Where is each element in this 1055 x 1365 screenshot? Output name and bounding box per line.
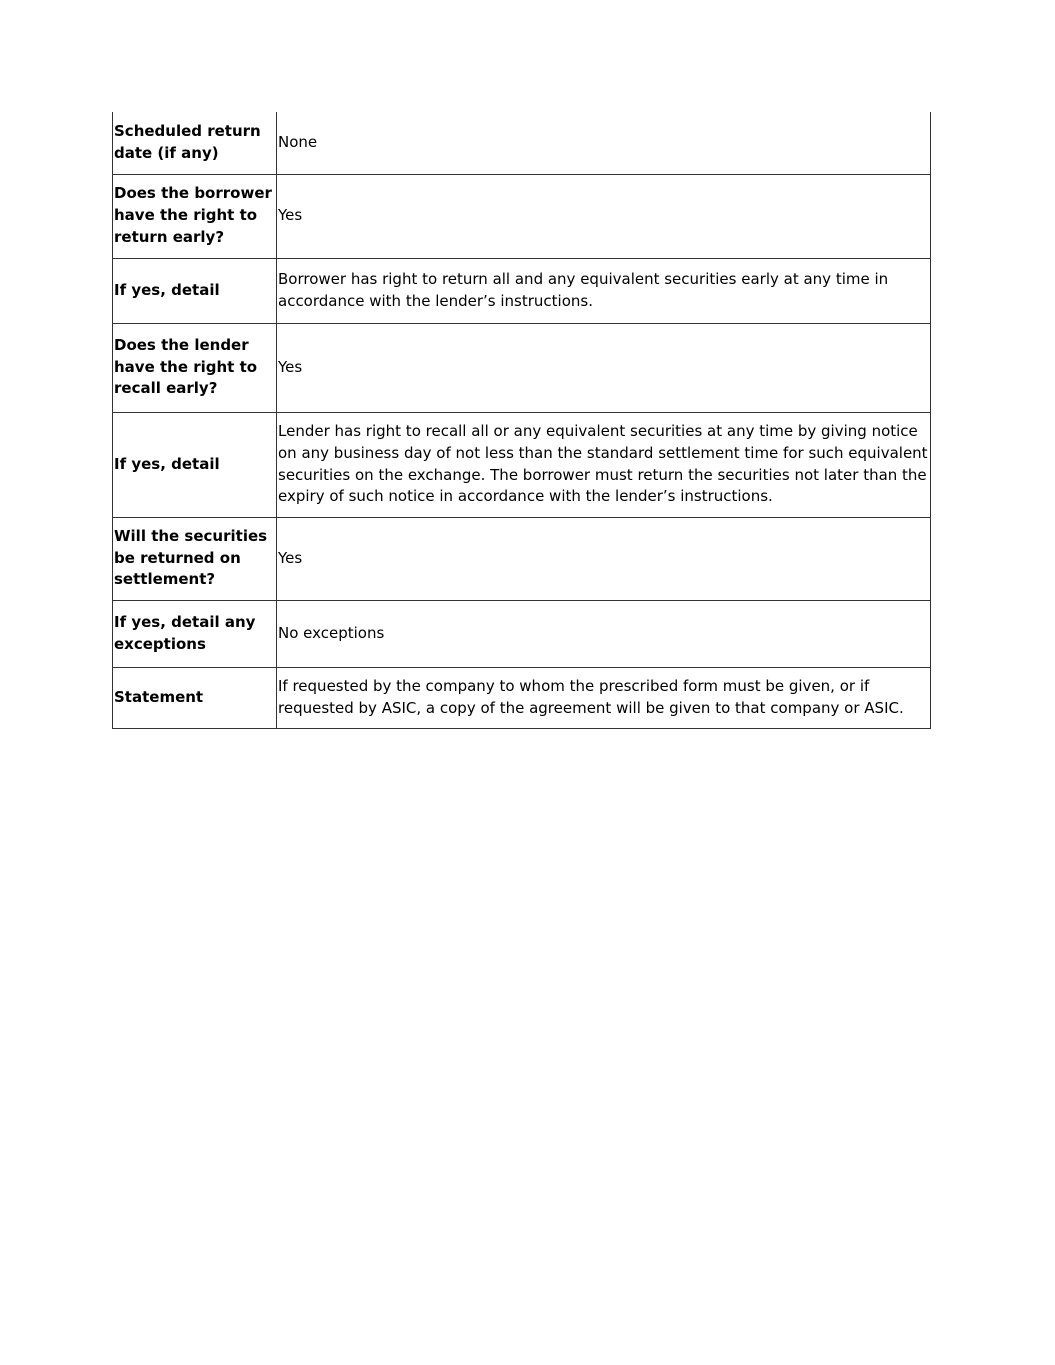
row-label: [113, 174, 277, 258]
row-label: [113, 258, 277, 323]
lender-detail-label: If yes, detail: [114, 454, 220, 473]
row-value: [277, 174, 931, 258]
agreement-details-table: [112, 112, 931, 729]
scheduled-return-date-label: Scheduled return date (if any): [114, 122, 261, 162]
row-value: [277, 600, 931, 667]
returned-on-settlement-value: Yes: [278, 548, 303, 567]
statement-label: Statement: [114, 687, 204, 706]
lender-recall-early-label: Does the lender have the right to recall early?: [114, 335, 258, 398]
borrower-detail-value: Borrower has right to return all and any equivalent securities early at any time in accordance with the lender’s instructions.: [278, 269, 889, 310]
row-label: [113, 600, 277, 667]
table-row-lender-detail: [113, 412, 931, 517]
row-label: [113, 112, 277, 174]
row-label: [113, 412, 277, 517]
row-value: [277, 517, 931, 600]
row-value: [277, 323, 931, 412]
row-label: [113, 667, 277, 728]
table-row-borrower-return-early: [113, 174, 931, 258]
borrower-return-early-value: Yes: [278, 206, 303, 225]
row-value: [277, 112, 931, 174]
row-label: [113, 323, 277, 412]
borrower-detail-label: If yes, detail: [114, 280, 220, 299]
table-row-lender-recall-early: [113, 323, 931, 412]
lender-recall-early-value: Yes: [278, 357, 303, 376]
borrower-return-early-label: Does the borrower have the right to return early?: [114, 184, 272, 246]
returned-on-settlement-label: Will the securities be returned on settlement?: [114, 526, 268, 589]
table-row-exceptions: [113, 600, 931, 667]
table-row-statement: [113, 667, 931, 728]
statement-value: If requested by the company to whom the prescribed form must be given, or if requested by ASIC, a copy of the agreement will be given to that company or ASIC.: [278, 676, 904, 717]
row-value: [277, 667, 931, 728]
exceptions-label: If yes, detail any exceptions: [114, 612, 256, 653]
row-value: [277, 258, 931, 323]
row-label: [113, 517, 277, 600]
scheduled-return-date-value: None: [278, 132, 318, 151]
row-value: [277, 412, 931, 517]
lender-detail-value: Lender has right to recall all or any equivalent securities at any time by giving notice on any business day of not less than the standard settlement time for such equivalent securities on the exchange. The borrower must return the securities not later than the expiry of such notice in accordance with the lender’s instructions.: [278, 422, 928, 506]
exceptions-value: No exceptions: [278, 623, 385, 642]
table-row-returned-on-settlement: [113, 517, 931, 600]
table-row-scheduled-return-date: [113, 112, 931, 174]
table-row-borrower-detail: [113, 258, 931, 323]
